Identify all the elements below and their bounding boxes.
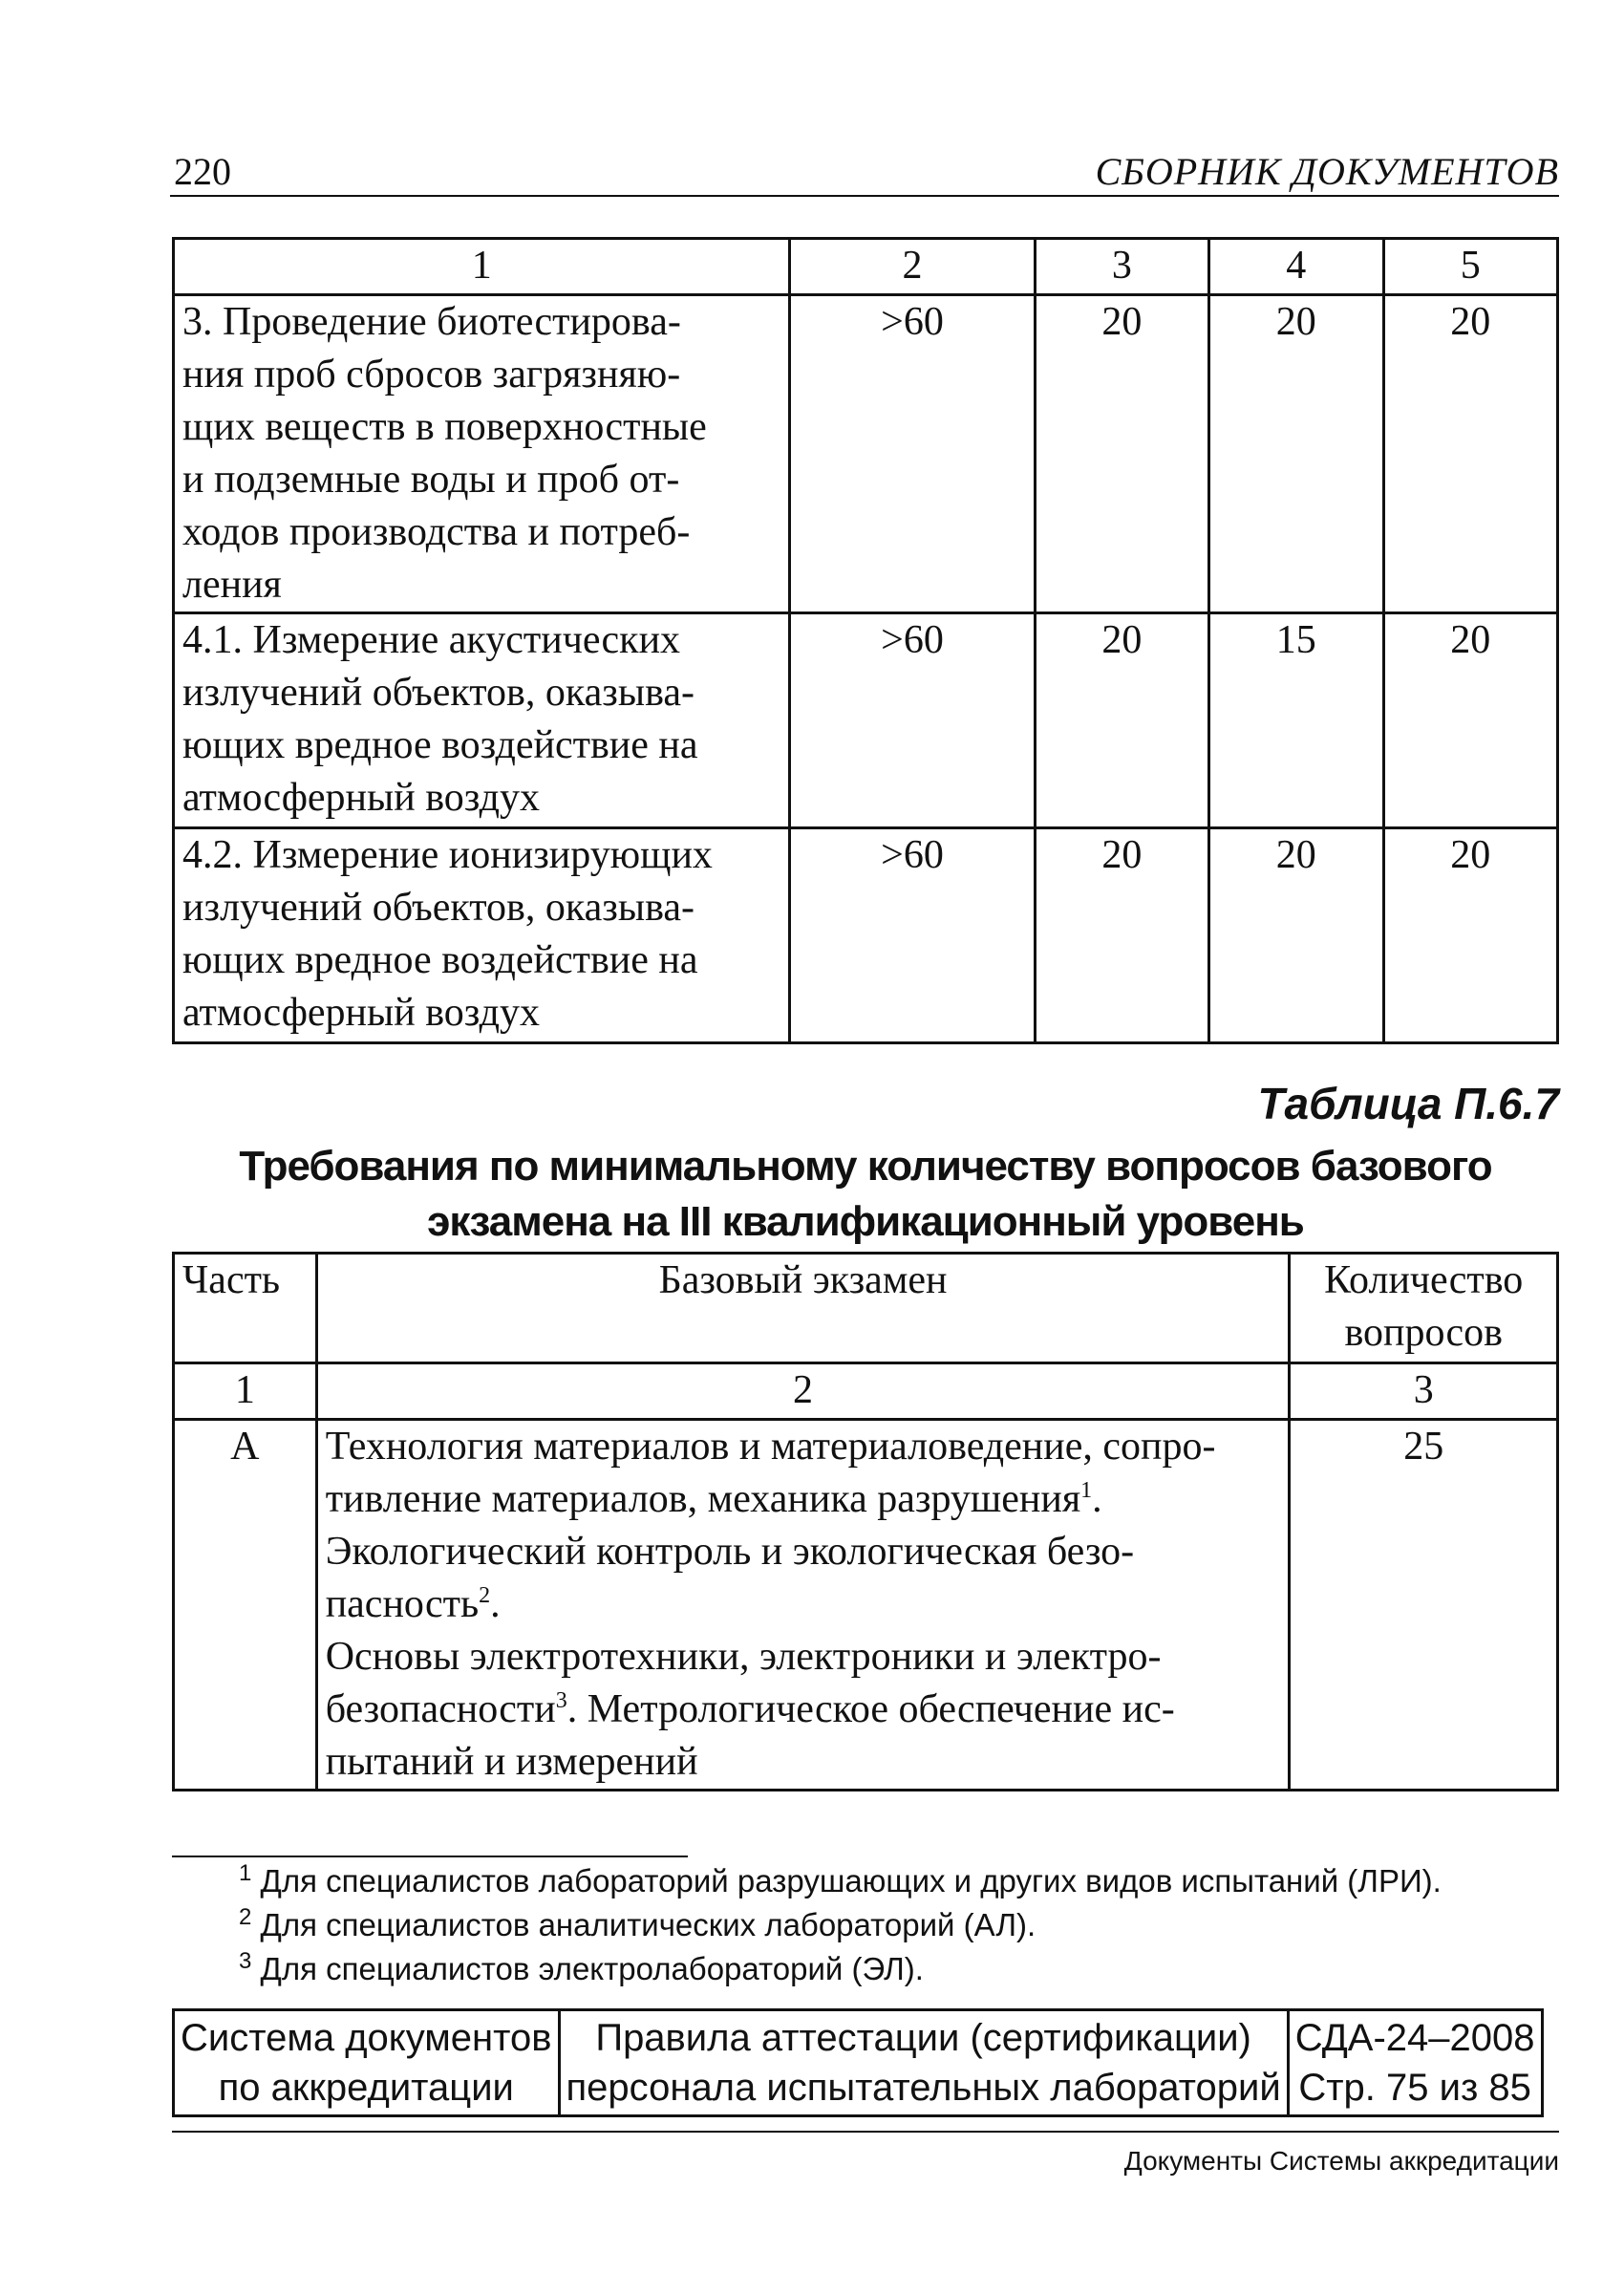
column-number: 3 — [1035, 239, 1208, 295]
footnote-number: 1 — [239, 1860, 252, 1886]
text-line: по аккредитации — [218, 2067, 514, 2109]
title-line: экзамена на III квалификационный уровень — [427, 1198, 1304, 1245]
cell-value: 20 — [1383, 295, 1558, 613]
footnote-divider — [172, 1856, 688, 1857]
footnote-text: Для специалистов электролабораторий (ЭЛ). — [260, 1951, 924, 1986]
text-line: персонала испытательных лабораторий — [566, 2067, 1281, 2109]
header-line: Количество — [1324, 1258, 1524, 1302]
document-code — [1288, 2010, 1542, 2116]
table-title — [172, 1139, 1559, 1250]
footnote — [239, 1947, 1442, 1991]
footnote-text: Для специалистов аналитических лабораторий (АЛ). — [260, 1907, 1036, 1942]
column-number: 2 — [316, 1363, 1290, 1420]
footnote-text: Для специалистов лабораторий разрушающих и других видов испытаний (ЛРИ). — [260, 1863, 1442, 1899]
title-line: Требования по минимальному количеству вопросов базового — [239, 1143, 1492, 1190]
text-line: излучений объектов, оказыва- — [182, 886, 695, 930]
text-line — [326, 1684, 1281, 1736]
question-count: 25 — [1290, 1420, 1558, 1791]
column-number: 3 — [1290, 1363, 1558, 1420]
row-description — [174, 295, 790, 613]
collection-title: СБОРНИК ДОКУМЕНТОВ — [1095, 150, 1559, 193]
column-number: 1 — [174, 239, 790, 295]
row-description — [174, 613, 790, 828]
header-count — [1290, 1254, 1558, 1363]
text-line: Технология материалов и материаловедение, сопро- — [325, 1425, 1216, 1469]
cell-value: 20 — [1035, 613, 1208, 828]
footer-row — [174, 2010, 1543, 2116]
cell-value: >60 — [790, 828, 1035, 1043]
text-line: Экологический контроль и экологическая безо- — [325, 1530, 1135, 1574]
bottom-divider — [172, 2131, 1559, 2133]
text-line: ления — [182, 563, 282, 607]
column-number-row — [174, 1363, 1558, 1420]
footnotes — [239, 1859, 1442, 1991]
text-line: 4.1. Измерение акустических — [182, 618, 681, 662]
text-line: ющих вредное воздействие на — [182, 938, 698, 982]
text-line: ющих вредное воздействие на — [182, 723, 698, 767]
cell-value: 20 — [1035, 828, 1208, 1043]
text-line: тивление материалов, механика разрушения$^1$. — [325, 1477, 1102, 1521]
footnote-ref: 1 — [1080, 1478, 1093, 1503]
text-line: атмосферный воздух — [182, 991, 540, 1035]
text-line: атмосферный воздух — [182, 776, 540, 820]
column-number: 5 — [1383, 239, 1558, 295]
cell-value: >60 — [790, 613, 1035, 828]
doc-code: СДА-24–2008 — [1294, 2017, 1535, 2059]
exam-content — [316, 1420, 1290, 1791]
table-header-row — [174, 239, 1558, 295]
text-fragment: тивление материалов, механика разрушения — [325, 1477, 1081, 1521]
table-header-row — [174, 1254, 1558, 1363]
bottom-caption: Документы Системы аккредитации — [1123, 2146, 1559, 2176]
footnote — [239, 1903, 1442, 1947]
text-line: ходов производства и потреб- — [182, 510, 691, 554]
footnote-ref: 3 — [555, 1688, 567, 1713]
footnote — [239, 1859, 1442, 1903]
table-row — [174, 295, 1558, 613]
document-title — [559, 2010, 1288, 2116]
table-label: Таблица П.6.7 — [1257, 1079, 1559, 1128]
table-row — [174, 613, 1558, 828]
part-value: А — [174, 1420, 317, 1791]
system-name — [174, 2010, 560, 2116]
page-number: 220 — [174, 150, 231, 193]
text-line: щих веществ в поверхностные — [182, 405, 707, 449]
exam-questions-table — [172, 1252, 1559, 1791]
header-line: вопросов — [1344, 1311, 1503, 1355]
text-line: ния проб сбросов загрязняю- — [182, 353, 681, 397]
footnote-number: 3 — [239, 1948, 252, 1974]
cell-value: 15 — [1209, 613, 1383, 828]
text-line: пытаний и измерений — [325, 1740, 698, 1784]
footnote-ref: 2 — [479, 1583, 491, 1608]
requirements-table-continued — [172, 237, 1559, 1044]
column-number: 4 — [1209, 239, 1383, 295]
column-number: 1 — [174, 1363, 317, 1420]
text-line: Система документов — [181, 2017, 552, 2059]
header-exam: Базовый экзамен — [316, 1254, 1290, 1363]
text-fragment: . Метрологическое обеспечение ис- — [566, 1687, 1175, 1731]
text-fragment: безопасности — [325, 1687, 556, 1731]
row-description — [174, 828, 790, 1043]
header-part: Часть — [174, 1254, 317, 1363]
table-row — [174, 1420, 1558, 1791]
table-row — [174, 828, 1558, 1043]
text-line: Основы электротехники, электроники и электро- — [325, 1635, 1162, 1679]
document-footer-table — [172, 2008, 1544, 2117]
text-line: пасность$^2$. — [325, 1582, 501, 1626]
cell-value: 20 — [1383, 613, 1558, 828]
text-fragment: пасность — [325, 1582, 480, 1626]
cell-value: 20 — [1035, 295, 1208, 613]
text-line: и подземные воды и проб от- — [182, 458, 680, 502]
text-line: 3. Проведение биотестирова- — [182, 300, 681, 344]
cell-value: >60 — [790, 295, 1035, 613]
text-line: Правила аттестации (сертификации) — [595, 2017, 1251, 2059]
text-line: 4.2. Измерение ионизирующих — [182, 833, 713, 877]
doc-page: Стр. 75 из 85 — [1298, 2067, 1531, 2109]
cell-value: 20 — [1383, 828, 1558, 1043]
footnote-number: 2 — [239, 1904, 252, 1930]
cell-value: 20 — [1209, 828, 1383, 1043]
text-line: излучений объектов, оказыва- — [182, 671, 695, 715]
column-number: 2 — [790, 239, 1035, 295]
cell-value: 20 — [1209, 295, 1383, 613]
page-header — [170, 141, 1559, 197]
